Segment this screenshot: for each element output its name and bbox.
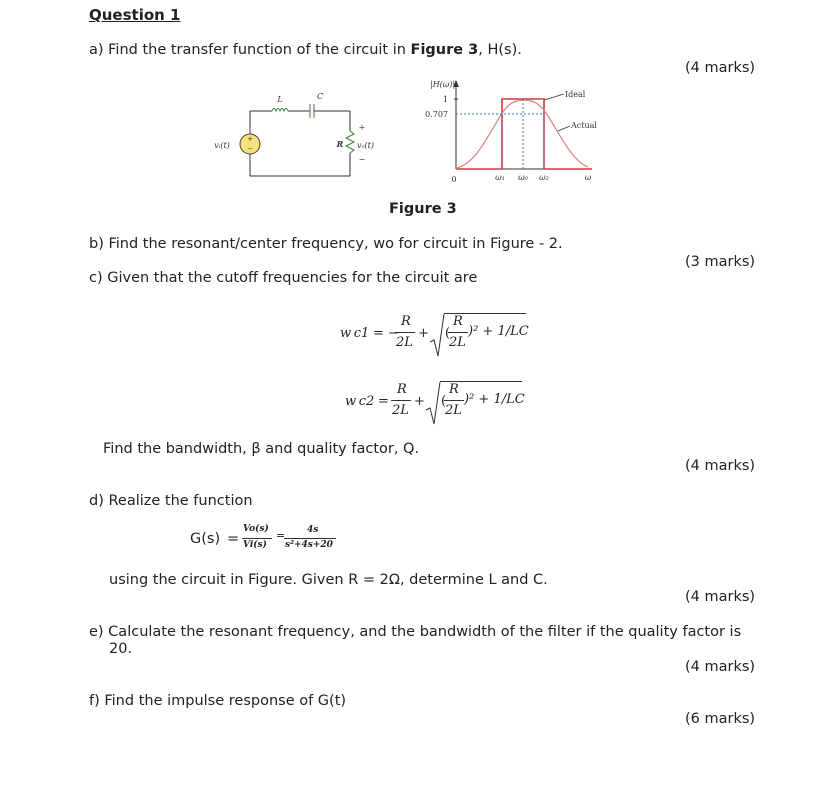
graph-w2: ω₂ [539,173,549,182]
resistor-label: R [336,139,344,149]
wc1-frac-num: R [401,314,411,329]
part-a-marks: (4 marks) [685,60,756,76]
graph-ylabel: |H(ω)| [430,80,456,89]
part-c-text: c) Given that the cutoff frequencies for the circuit are [89,270,478,286]
wc1-frac-den: 2L [396,335,413,350]
part-a-suffix: , H(s). [478,42,522,58]
vi-label: vᵢ(t) [214,141,230,150]
part-a-text [89,42,522,58]
graph-w1: ω₁ [495,173,505,182]
vo-minus: − [358,155,366,164]
part-e-line1: e) Calculate the resonant frequency, and the bandwidth of the filter if the quality factor is [89,624,742,640]
part-d-marks: (4 marks) [685,589,756,605]
gs-num: 4s [307,525,319,535]
graph-ideal-label: Ideal [565,90,586,99]
part-a-figure-ref: Figure 3 [410,42,479,58]
part-f-marks: (6 marks) [685,711,756,727]
wc2-inner-num: R [449,382,459,397]
part-d-text: d) Realize the function [89,493,253,509]
graph-w: ω [584,173,592,182]
gs-label: G(s) [190,531,221,547]
capacitor-label: C [316,92,324,101]
graph-origin: 0 [451,175,457,184]
vo-label: vₒ(t) [356,141,374,150]
wc2-label: w c2 [345,394,375,409]
gs-equation: G(s) = Vo(s) Vi(s) = 4s s²+4s+20 [190,524,350,560]
source-plus: + [247,135,253,143]
graph-actual-label: Actual [571,121,597,130]
circuit-diagram [200,86,375,186]
source-minus: − [247,145,253,153]
ideal-response [456,99,592,169]
part-b-marks: (3 marks) [685,254,756,270]
part-a-prefix: a) Find the transfer function of the circuit in [89,42,411,58]
part-e-line2: 20. [109,641,133,657]
equation-wc1: w c1 = − R 2L + ( R 2L )² + 1/LC [340,312,600,358]
wc1-inner-num: R [453,314,463,329]
inductor-label: L [277,95,283,104]
graph-y707: 0.707 [425,110,448,119]
graph-y1: 1 [442,95,448,104]
actual-response [456,100,588,168]
wc1-label: w c1 [340,326,370,341]
figure-caption: Figure 3 [389,201,457,217]
wc1-inner-den: 2L [449,335,466,350]
gs-vi: Vi(s) [243,540,267,550]
wc2-inner-den: 2L [445,403,462,418]
part-c-marks: (4 marks) [685,458,756,474]
wc2-tail: )² + 1/LC [464,392,525,407]
gs-den: s²+4s+20 [285,540,333,550]
part-b-text: b) Find the resonant/center frequency, wo for circuit in Figure - 2. [89,236,563,252]
vo-plus: + [358,123,366,132]
graph-w0: ω₀ [518,173,528,182]
part-d-using-text: using the circuit in Figure. Given R = 2Ω, determine L and C. [109,572,548,588]
wc2-frac-den: 2L [392,403,409,418]
question-title: Question 1 [89,6,181,24]
part-e-marks: (4 marks) [685,659,756,675]
frequency-response-graph [420,76,605,186]
wc2-frac-num: R [397,382,407,397]
gs-vo: Vo(s) [243,524,269,534]
part-c-find-text: Find the bandwidth, β and quality factor, Q. [103,441,420,457]
part-f-text: f) Find the impulse response of G(t) [89,693,347,709]
equation-wc2: w c2 = R 2L + ( R 2L )² + 1/LC [345,380,605,426]
wc1-tail: )² + 1/LC [468,324,529,339]
